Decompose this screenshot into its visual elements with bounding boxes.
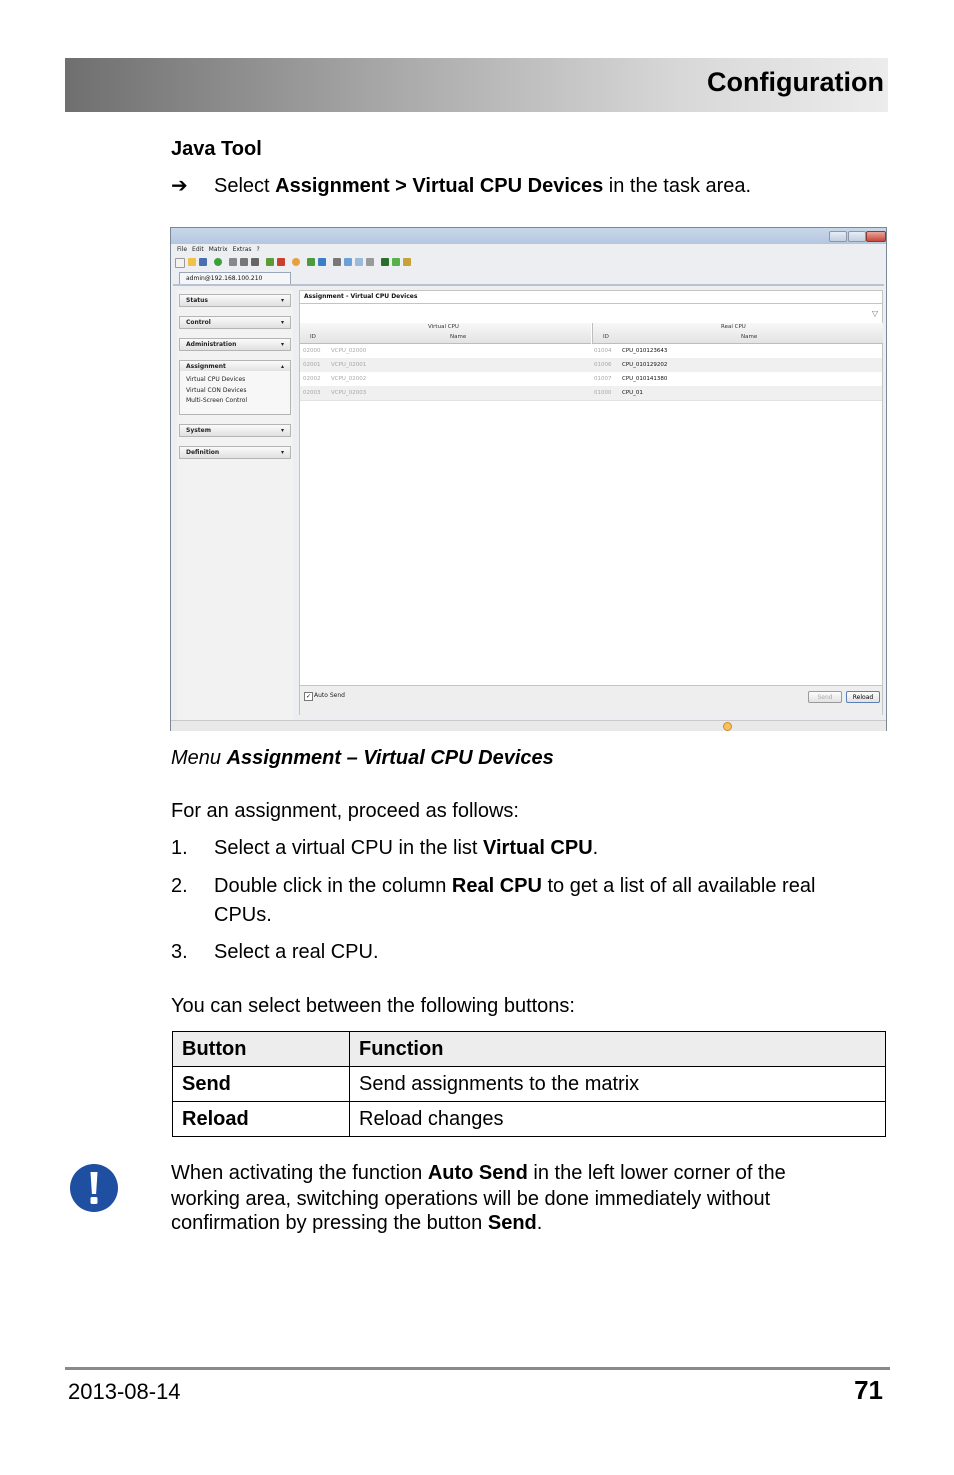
step-text: Select a real CPU. [214,941,379,963]
sidebar-item-virtual-cpu-devices[interactable]: Virtual CPU Devices [186,376,246,383]
sidebar-control[interactable]: Control ▾ [179,316,291,329]
sidebar [177,290,293,720]
menu-help[interactable]: ? [256,246,260,253]
paste-icon[interactable] [251,258,259,266]
buttons-intro: You can select between the following buttons: [171,995,575,1017]
sidebar-item-virtual-con-devices[interactable]: Virtual CON Devices [186,387,247,394]
window-titlebar [171,228,886,244]
notice-line: working area, switching operations will be done immediately without [171,1188,771,1210]
sidebar-assignment[interactable]: Assignment ▴ [179,360,291,373]
assignment-panel [179,371,291,415]
footer-rule [65,1367,890,1370]
upload-icon[interactable] [318,258,326,266]
function-cell: Reload changes [350,1102,886,1137]
export-icon[interactable] [344,258,352,266]
page-number: 71 [854,1375,883,1405]
minimize-icon[interactable] [829,231,847,242]
tools-icon[interactable] [403,258,411,266]
menu-edit[interactable]: Edit [192,246,204,253]
column-header-button: Button [173,1032,350,1067]
disconnect-icon[interactable] [277,258,285,266]
table-row[interactable]: 02001 VCPU_02001 01006 CPU_010129202 [300,358,882,373]
button-name-cell: Send [173,1067,350,1102]
figure-caption: Menu Assignment – Virtual CPU Devices [171,747,554,769]
table-row [173,1067,886,1102]
chevron-down-icon: ▾ [280,427,284,434]
panel-divider [300,303,882,304]
menu-matrix[interactable]: Matrix [208,246,228,253]
menu-file[interactable]: File [177,246,188,253]
step-text-continued: CPUs. [214,904,272,926]
exclamation-mark-glyph [70,1164,118,1212]
maximize-icon[interactable] [848,231,866,242]
connection-tab[interactable]: admin@192.168.100.210 [179,272,291,284]
chevron-down-icon: ▾ [280,297,284,304]
connect-icon[interactable] [266,258,274,266]
table-row[interactable]: 02003 VCPU_02003 01000 CPU_01 [300,386,882,401]
table-row[interactable]: 02002 VCPU_02002 01007 CPU_010141380 [300,372,882,387]
close-icon[interactable] [866,231,886,242]
chevron-down-icon: ▾ [280,319,284,326]
print-icon[interactable] [366,258,374,266]
copy-icon[interactable] [240,258,248,266]
instruction-line: Select Assignment > Virtual CPU Devices in the task area. [214,175,752,197]
sidebar-item-multi-screen-control[interactable]: Multi-Screen Control [186,397,248,404]
sidebar-definition[interactable]: Definition ▾ [179,446,291,459]
sidebar-system[interactable]: System ▾ [179,424,291,437]
chevron-down-icon: ▾ [280,449,284,456]
filter-icon[interactable]: ▽ [871,309,878,318]
table-row[interactable]: 02000 VCPU_02000 01004 CPU_010123643 [300,344,882,359]
virtual-cpu-header: Virtual CPU ID Name [300,323,591,344]
checkmark-icon[interactable] [392,258,400,266]
step-number: 1. [171,837,188,859]
chevron-down-icon: ▾ [280,341,284,348]
notice-line: When activating the function Auto Send in the left lower corner of the [171,1162,786,1184]
open-folder-icon[interactable] [188,258,196,266]
panel-title: Assignment - Virtual CPU Devices [304,293,418,300]
auto-send-label: Auto Send [314,692,345,699]
menu-extras[interactable]: Extras [232,246,252,253]
import-icon[interactable] [355,258,363,266]
auto-send-checkbox[interactable]: ✓ [305,693,312,700]
document-icon[interactable] [333,258,341,266]
save-icon[interactable] [199,258,207,266]
cut-icon[interactable] [229,258,237,266]
download-icon[interactable] [307,258,315,266]
status-bar [171,720,886,731]
function-cell: Send assignments to the matrix [350,1067,886,1102]
step-text: Double click in the column Real CPU to get a list of all available real [214,875,816,897]
new-file-icon[interactable] [175,258,185,268]
notice-line: confirmation by pressing the button Send. [171,1212,543,1234]
section-heading: Java Tool [171,138,262,160]
table-header-row [173,1032,886,1067]
refresh-icon[interactable] [214,258,222,266]
arrow-icon: ➔ [171,175,188,197]
real-cpu-header: Real CPU ID Name [592,323,883,344]
button-name-cell: Reload [173,1102,350,1137]
tab-strip [173,284,884,286]
page-title: Configuration [707,67,884,97]
main-panel [299,290,883,715]
monitor-icon[interactable] [381,258,389,266]
chevron-up-icon: ▴ [280,363,284,370]
step-number: 2. [171,875,188,897]
clock-icon [723,722,732,731]
toolbar [175,258,411,269]
app-screenshot [170,227,887,731]
footer-date: 2013-08-14 [68,1379,181,1404]
panel-bottom-bar [300,685,882,715]
clock-icon[interactable] [292,258,300,266]
send-button[interactable]: Send [808,691,842,703]
reload-button[interactable]: Reload [846,691,880,703]
step-text: Select a virtual CPU in the list Virtual CPU. [214,837,599,859]
procedure-intro: For an assignment, proceed as follows: [171,800,519,822]
sidebar-status[interactable]: Status ▾ [179,294,291,307]
column-header-function: Function [350,1032,886,1067]
step-number: 3. [171,941,188,963]
menu-bar [177,246,260,256]
button-table [172,1031,886,1137]
exclamation-icon [70,1164,118,1212]
table-row [173,1102,886,1137]
sidebar-administration[interactable]: Administration ▾ [179,338,291,351]
